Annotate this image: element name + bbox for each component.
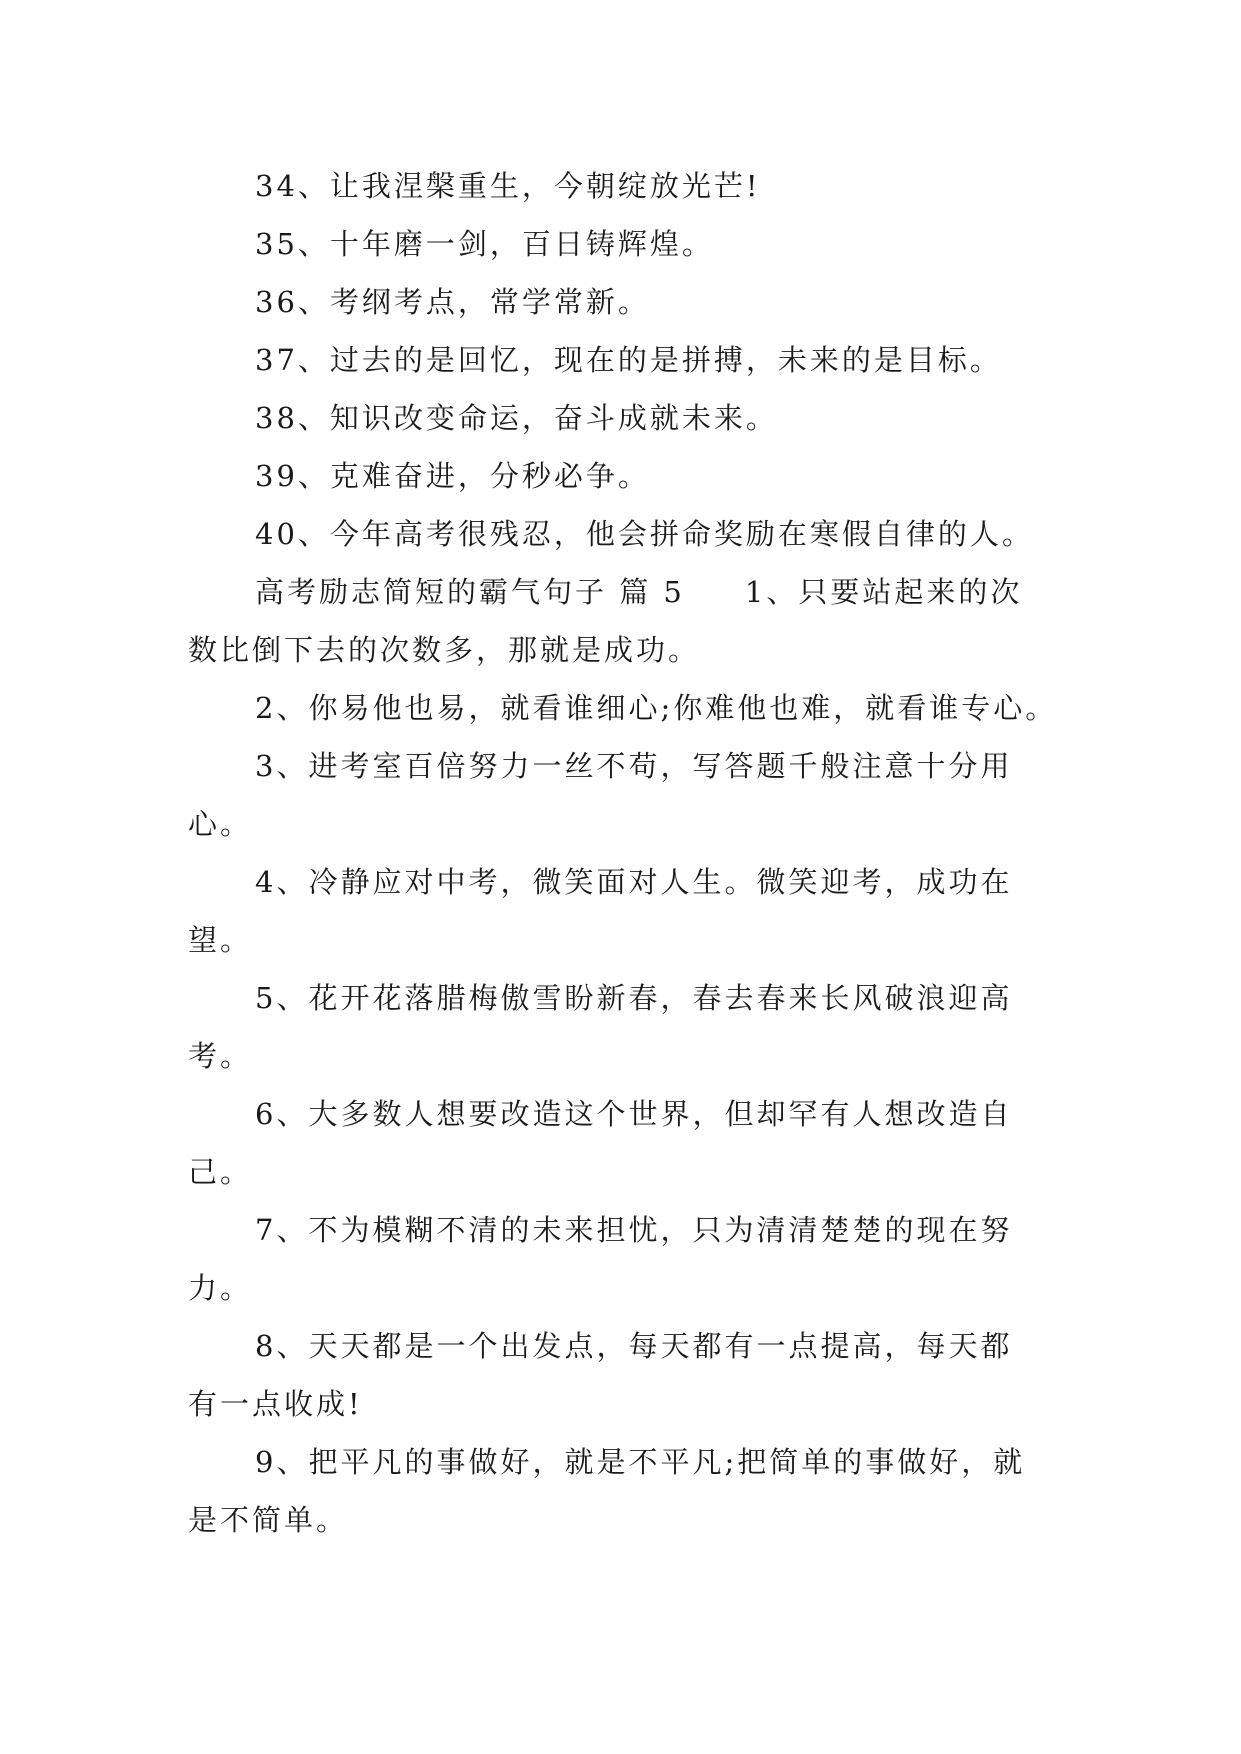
item-7: 7、不为模糊不清的未来担忧，只为清清楚楚的现在努	[255, 1213, 1013, 1247]
item-5-continued: 考。	[188, 1039, 253, 1073]
item-6-continued: 己。	[188, 1155, 253, 1189]
item-7-continued: 力。	[188, 1271, 253, 1305]
section-heading: 高考励志简短的霸气句子 篇 5	[255, 575, 685, 609]
text-line-35: 35、十年磨一剑，百日铸辉煌。	[255, 227, 714, 261]
item-9-continued: 是不简单。	[188, 1503, 349, 1537]
section-item-1-continued: 数比倒下去的次数多，那就是成功。	[188, 633, 701, 667]
text-line-40: 40、今年高考很残忍，他会拼命奖励在寒假自律的人。	[255, 517, 1034, 551]
item-6: 6、大多数人想要改造这个世界，但却罕有人想改造自	[255, 1097, 1013, 1131]
text-line-36: 36、考纲考点，常学常新。	[255, 285, 650, 319]
item-8: 8、天天都是一个出发点，每天都有一点提高，每天都	[255, 1329, 1013, 1363]
section-item-1-start: 1、只要站起来的次	[744, 575, 1023, 609]
item-4: 4、冷静应对中考，微笑面对人生。微笑迎考，成功在	[255, 865, 1013, 899]
text-line-37: 37、过去的是回忆，现在的是拼搏，未来的是目标。	[255, 343, 1002, 377]
item-3-continued: 心。	[188, 807, 253, 841]
text-line-39: 39、克难奋进，分秒必争。	[255, 459, 650, 493]
item-9: 9、把平凡的事做好，就是不平凡;把简单的事做好，就	[255, 1445, 1026, 1479]
item-8-continued: 有一点收成!	[188, 1387, 363, 1421]
item-3: 3、进考室百倍努力一丝不苟，写答题千般注意十分用	[255, 749, 1013, 783]
item-5: 5、花开花落腊梅傲雪盼新春，春去春来长风破浪迎高	[255, 981, 1013, 1015]
item-4-continued: 望。	[188, 923, 253, 957]
section-heading-line	[255, 572, 1022, 612]
text-line-38: 38、知识改变命运，奋斗成就未来。	[255, 401, 778, 435]
item-2: 2、你易他也易，就看谁细心;你难他也难，就看谁专心。	[255, 691, 1058, 725]
text-line-34: 34、让我涅槃重生，今朝绽放光芒!	[255, 169, 761, 203]
